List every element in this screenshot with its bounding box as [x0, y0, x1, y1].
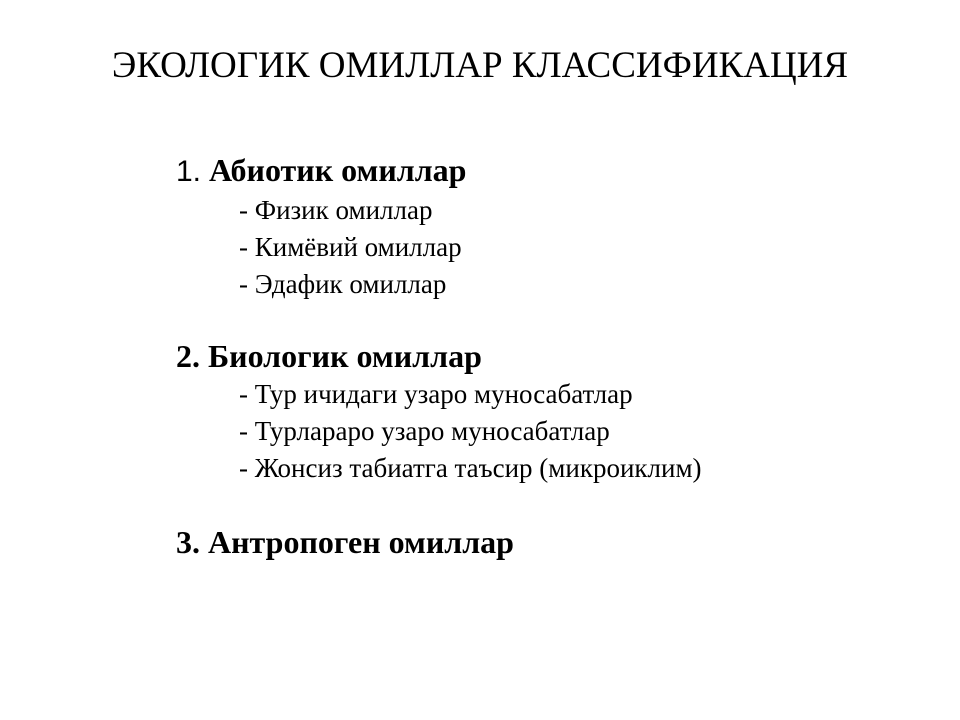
list-item: - Турлараро узаро муносабатлар	[239, 416, 610, 446]
list-item: - Эдафик омиллар	[239, 269, 447, 299]
section-title: Абиотик омиллар	[209, 152, 467, 188]
section-biological	[176, 336, 702, 487]
sub-list	[176, 192, 466, 303]
section-title: Биологик омиллар	[208, 338, 482, 374]
list-item: - Тур ичидаги узаро муносабатлар	[239, 379, 633, 409]
section-heading	[176, 336, 702, 376]
section-abiotic	[176, 150, 466, 303]
sub-list	[176, 376, 702, 487]
section-number: 3.	[176, 524, 200, 560]
list-item: - Физик омиллар	[239, 195, 433, 225]
section-title: Антропоген омиллар	[208, 524, 514, 560]
section-anthropogenic	[176, 522, 514, 562]
section-heading	[176, 150, 466, 192]
section-heading	[176, 522, 514, 562]
list-item: - Кимёвий омиллар	[239, 232, 462, 262]
section-number: 1.	[176, 155, 202, 188]
slide-title: ЭКОЛОГИК ОМИЛЛАР КЛАССИФИКАЦИЯ	[111, 45, 849, 86]
list-item: - Жонсиз табиатга таъсир (микроиклим)	[239, 453, 702, 483]
section-number: 2.	[176, 338, 200, 374]
